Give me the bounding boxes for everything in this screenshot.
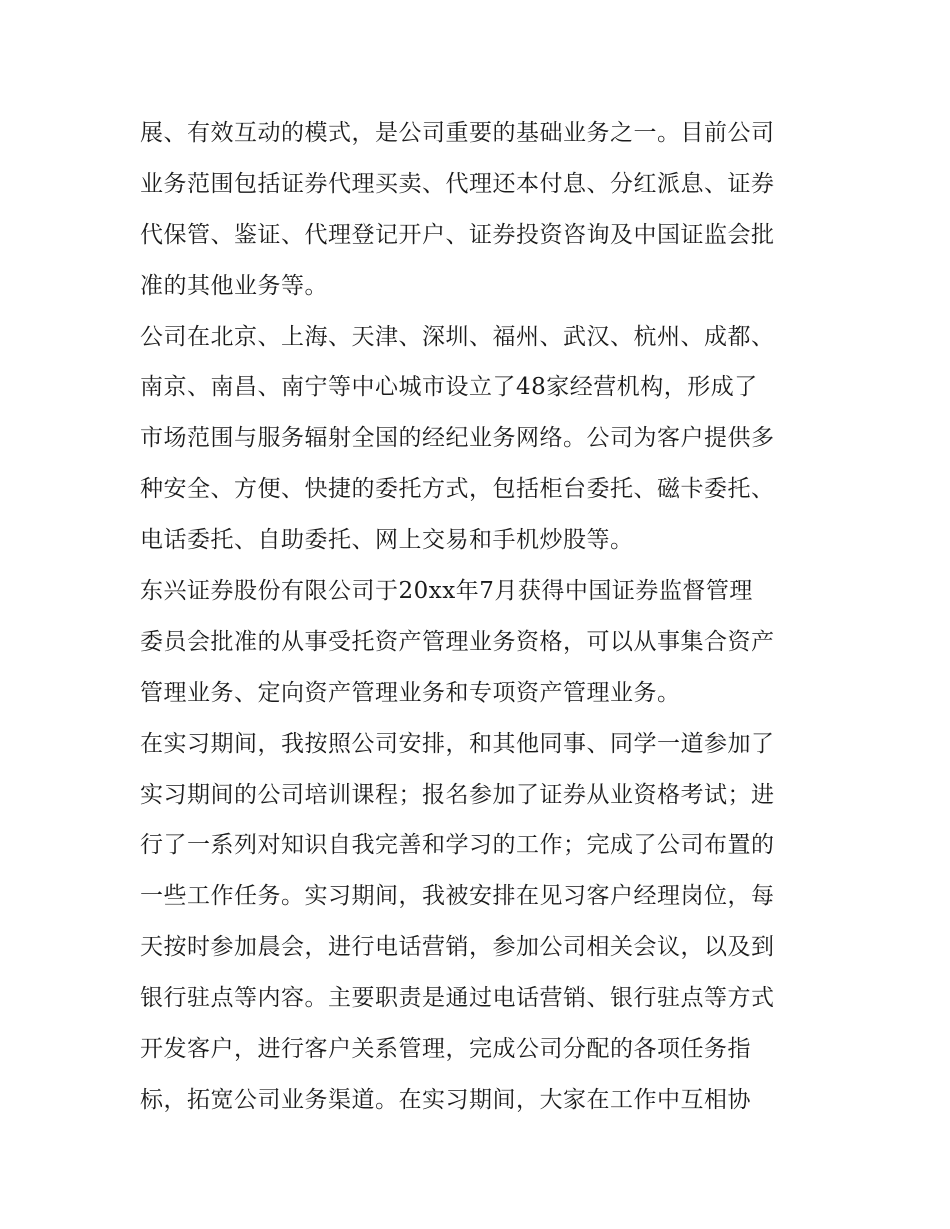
- body-text: [140, 108, 820, 1126]
- text-line: 实习期间的公司培训课程；报名参加了证券从业资格考试；进: [140, 781, 775, 808]
- text-line: 标，拓宽公司业务渠道。在实习期间，大家在工作中互相协: [140, 1086, 751, 1113]
- text-line: 委员会批准的从事受托资产管理业务资格，可以从事集合资产: [140, 628, 775, 655]
- text-line: 东兴证券股份有限公司于20xx年7月获得中国证券监督管理: [140, 578, 753, 605]
- text-line: 公司在北京、上海、天津、深圳、福州、武汉、杭州、成都、: [140, 323, 775, 350]
- text-line: 准的其他业务等。: [140, 272, 328, 299]
- text-line: 在实习期间，我按照公司安排，和其他同事、同学一道参加了: [140, 730, 775, 757]
- text-line: 天按时参加晨会，进行电话营销，参加公司相关会议，以及到: [140, 934, 775, 961]
- text-line: 开发客户，进行客户关系管理，完成公司分配的各项任务指: [140, 1036, 751, 1063]
- text-line: 业务范围包括证券代理买卖、代理还本付息、分红派息、证券: [140, 170, 775, 197]
- text-line: 银行驻点等内容。主要职责是通过电话营销、银行驻点等方式: [140, 985, 775, 1012]
- text-line: 一些工作任务。实习期间，我被安排在见习客户经理岗位，每: [140, 883, 775, 910]
- text-line: 管理业务、定向资产管理业务和专项资产管理业务。: [140, 679, 681, 706]
- text-line: 种安全、方便、快捷的委托方式，包括柜台委托、磁卡委托、: [140, 476, 775, 503]
- text-line: 市场范围与服务辐射全国的经纪业务网络。公司为客户提供多: [140, 425, 775, 452]
- text-line: 南京、南昌、南宁等中心城市设立了48家经营机构，形成了: [140, 374, 758, 401]
- text-line: 展、有效互动的模式，是公司重要的基础业务之一。目前公司: [140, 120, 775, 146]
- text-line: 电话委托、自助委托、网上交易和手机炒股等。: [140, 527, 634, 554]
- text-line: 行了一系列对知识自我完善和学习的工作；完成了公司布置的: [140, 832, 775, 859]
- text-line: 代保管、鉴证、代理登记开户、证券投资咨询及中国证监会批: [140, 221, 775, 248]
